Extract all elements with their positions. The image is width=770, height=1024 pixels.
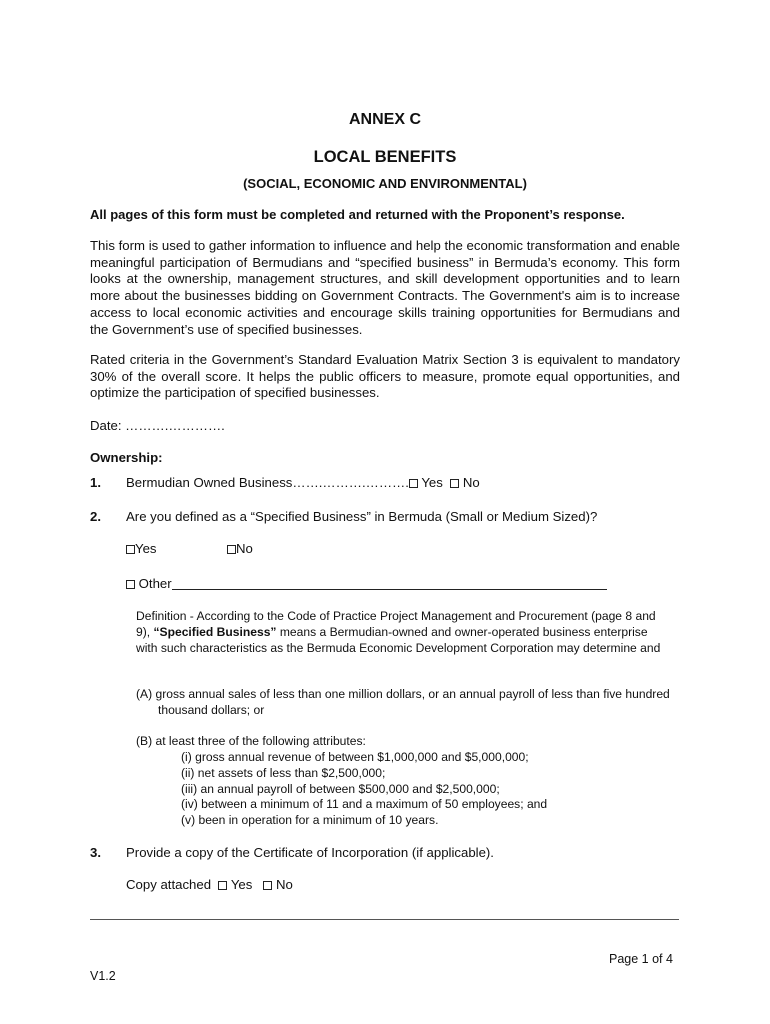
annex-label: ANNEX C	[348, 111, 421, 128]
attribute-item: (iv) between a minimum of 11 and a maximum of 50 employees; and	[181, 797, 548, 812]
question-3-number: 3.	[90, 845, 101, 860]
page-subtitle: (SOCIAL, ECONOMIC AND ENVIRONMENTAL)	[243, 176, 527, 191]
definition-prefix: Definition - According to the Code of Practice Project Management and Procurement (page 8 and 9),	[136, 609, 656, 639]
question-3-text: Provide a copy of the Certificate of Incorporation (if applicable).	[126, 845, 494, 860]
page-number: Page 1 of 4	[609, 952, 673, 966]
attributes-list	[181, 750, 547, 829]
date-field[interactable]: Date: ……….………….	[90, 418, 225, 433]
intro-paragraph: This form is used to gather information to influence and help the economic transformation and enable meaningful participation of Bermudians and “specified business” in Bermuda’s economy. This form looks at the ownership, management structures, and skill development opportunities and to learn more about the businesses bidding on Government Contracts. The Government's aim is to increase access to local economic activities and encourage skills training opportunities for Bermudians and the Government’s use of specified businesses.	[90, 238, 680, 337]
version-label: V1.2	[90, 969, 116, 983]
q2-no-checkbox[interactable]	[227, 545, 236, 554]
q2-other-checkbox[interactable]	[126, 580, 135, 589]
q3-copy-attached	[126, 877, 293, 894]
question-2-number: 2.	[90, 509, 101, 524]
q2-yes-checkbox[interactable]	[126, 545, 135, 554]
attribute-item: (i) gross annual revenue of between $1,000,000 and $5,000,000;	[181, 750, 529, 764]
page-title: LOCAL BENEFITS	[313, 148, 457, 166]
definition-paragraph	[136, 609, 671, 656]
definition-suffix: means a Bermudian-owned and owner-operated business enterprise with such characteristics as the Bermuda Economic Development Corporation may determine and	[136, 624, 661, 655]
question-1	[126, 475, 480, 492]
q1-no-label: No	[462, 475, 480, 490]
q2-no-label: No	[236, 541, 253, 556]
attribute-item: (v) been in operation for a minimum of 10 years.	[181, 813, 439, 828]
definition-clause-a: (A) gross annual sales of less than one million dollars, or an annual payroll of less than five hundred thousand dollars; or	[136, 687, 670, 717]
q1-yes-checkbox[interactable]	[409, 479, 418, 488]
q2-other-option[interactable]	[126, 576, 607, 593]
rated-criteria-paragraph: Rated criteria in the Government’s Standard Evaluation Matrix Section 3 is equivalent to mandatory 30% of the overall score. It helps the public officers to measure, promote equal opportunities, and optimize the participation of specified businesses.	[90, 352, 680, 401]
ownership-heading: Ownership:	[90, 450, 163, 465]
q2-no-option[interactable]	[227, 541, 253, 558]
q3-no-label: No	[276, 877, 293, 892]
definition-term: “Specified Business”	[153, 624, 277, 639]
q1-no-checkbox[interactable]	[450, 479, 459, 488]
footer-divider	[90, 919, 679, 920]
definition-clause-b-intro: (B) at least three of the following attributes:	[136, 734, 366, 748]
question-2-text: Are you defined as a “Specified Business” in Bermuda (Small or Medium Sized)?	[126, 509, 598, 524]
question-1-text: Bermudian Owned Business…….……….……….	[126, 475, 409, 490]
q3-yes-label: Yes	[230, 877, 253, 892]
q1-yes-label: Yes	[421, 475, 443, 490]
q2-other-label: Other	[138, 576, 172, 591]
instruction-text: All pages of this form must be completed and returned with the Proponent’s response.	[90, 207, 625, 222]
q3-yes-checkbox[interactable]	[218, 881, 227, 890]
attribute-item: (ii) net assets of less than $2,500,000;	[181, 765, 386, 780]
q3-copy-label: Copy attached	[126, 877, 212, 892]
q3-no-checkbox[interactable]	[263, 881, 272, 890]
attribute-item: (iii) an annual payroll of between $500,000 and $2,500,000;	[181, 781, 500, 796]
q2-yes-option[interactable]	[126, 541, 157, 558]
q2-other-input-line[interactable]	[172, 577, 607, 590]
question-1-number: 1.	[90, 475, 101, 490]
q2-yes-label: Yes	[135, 541, 157, 556]
